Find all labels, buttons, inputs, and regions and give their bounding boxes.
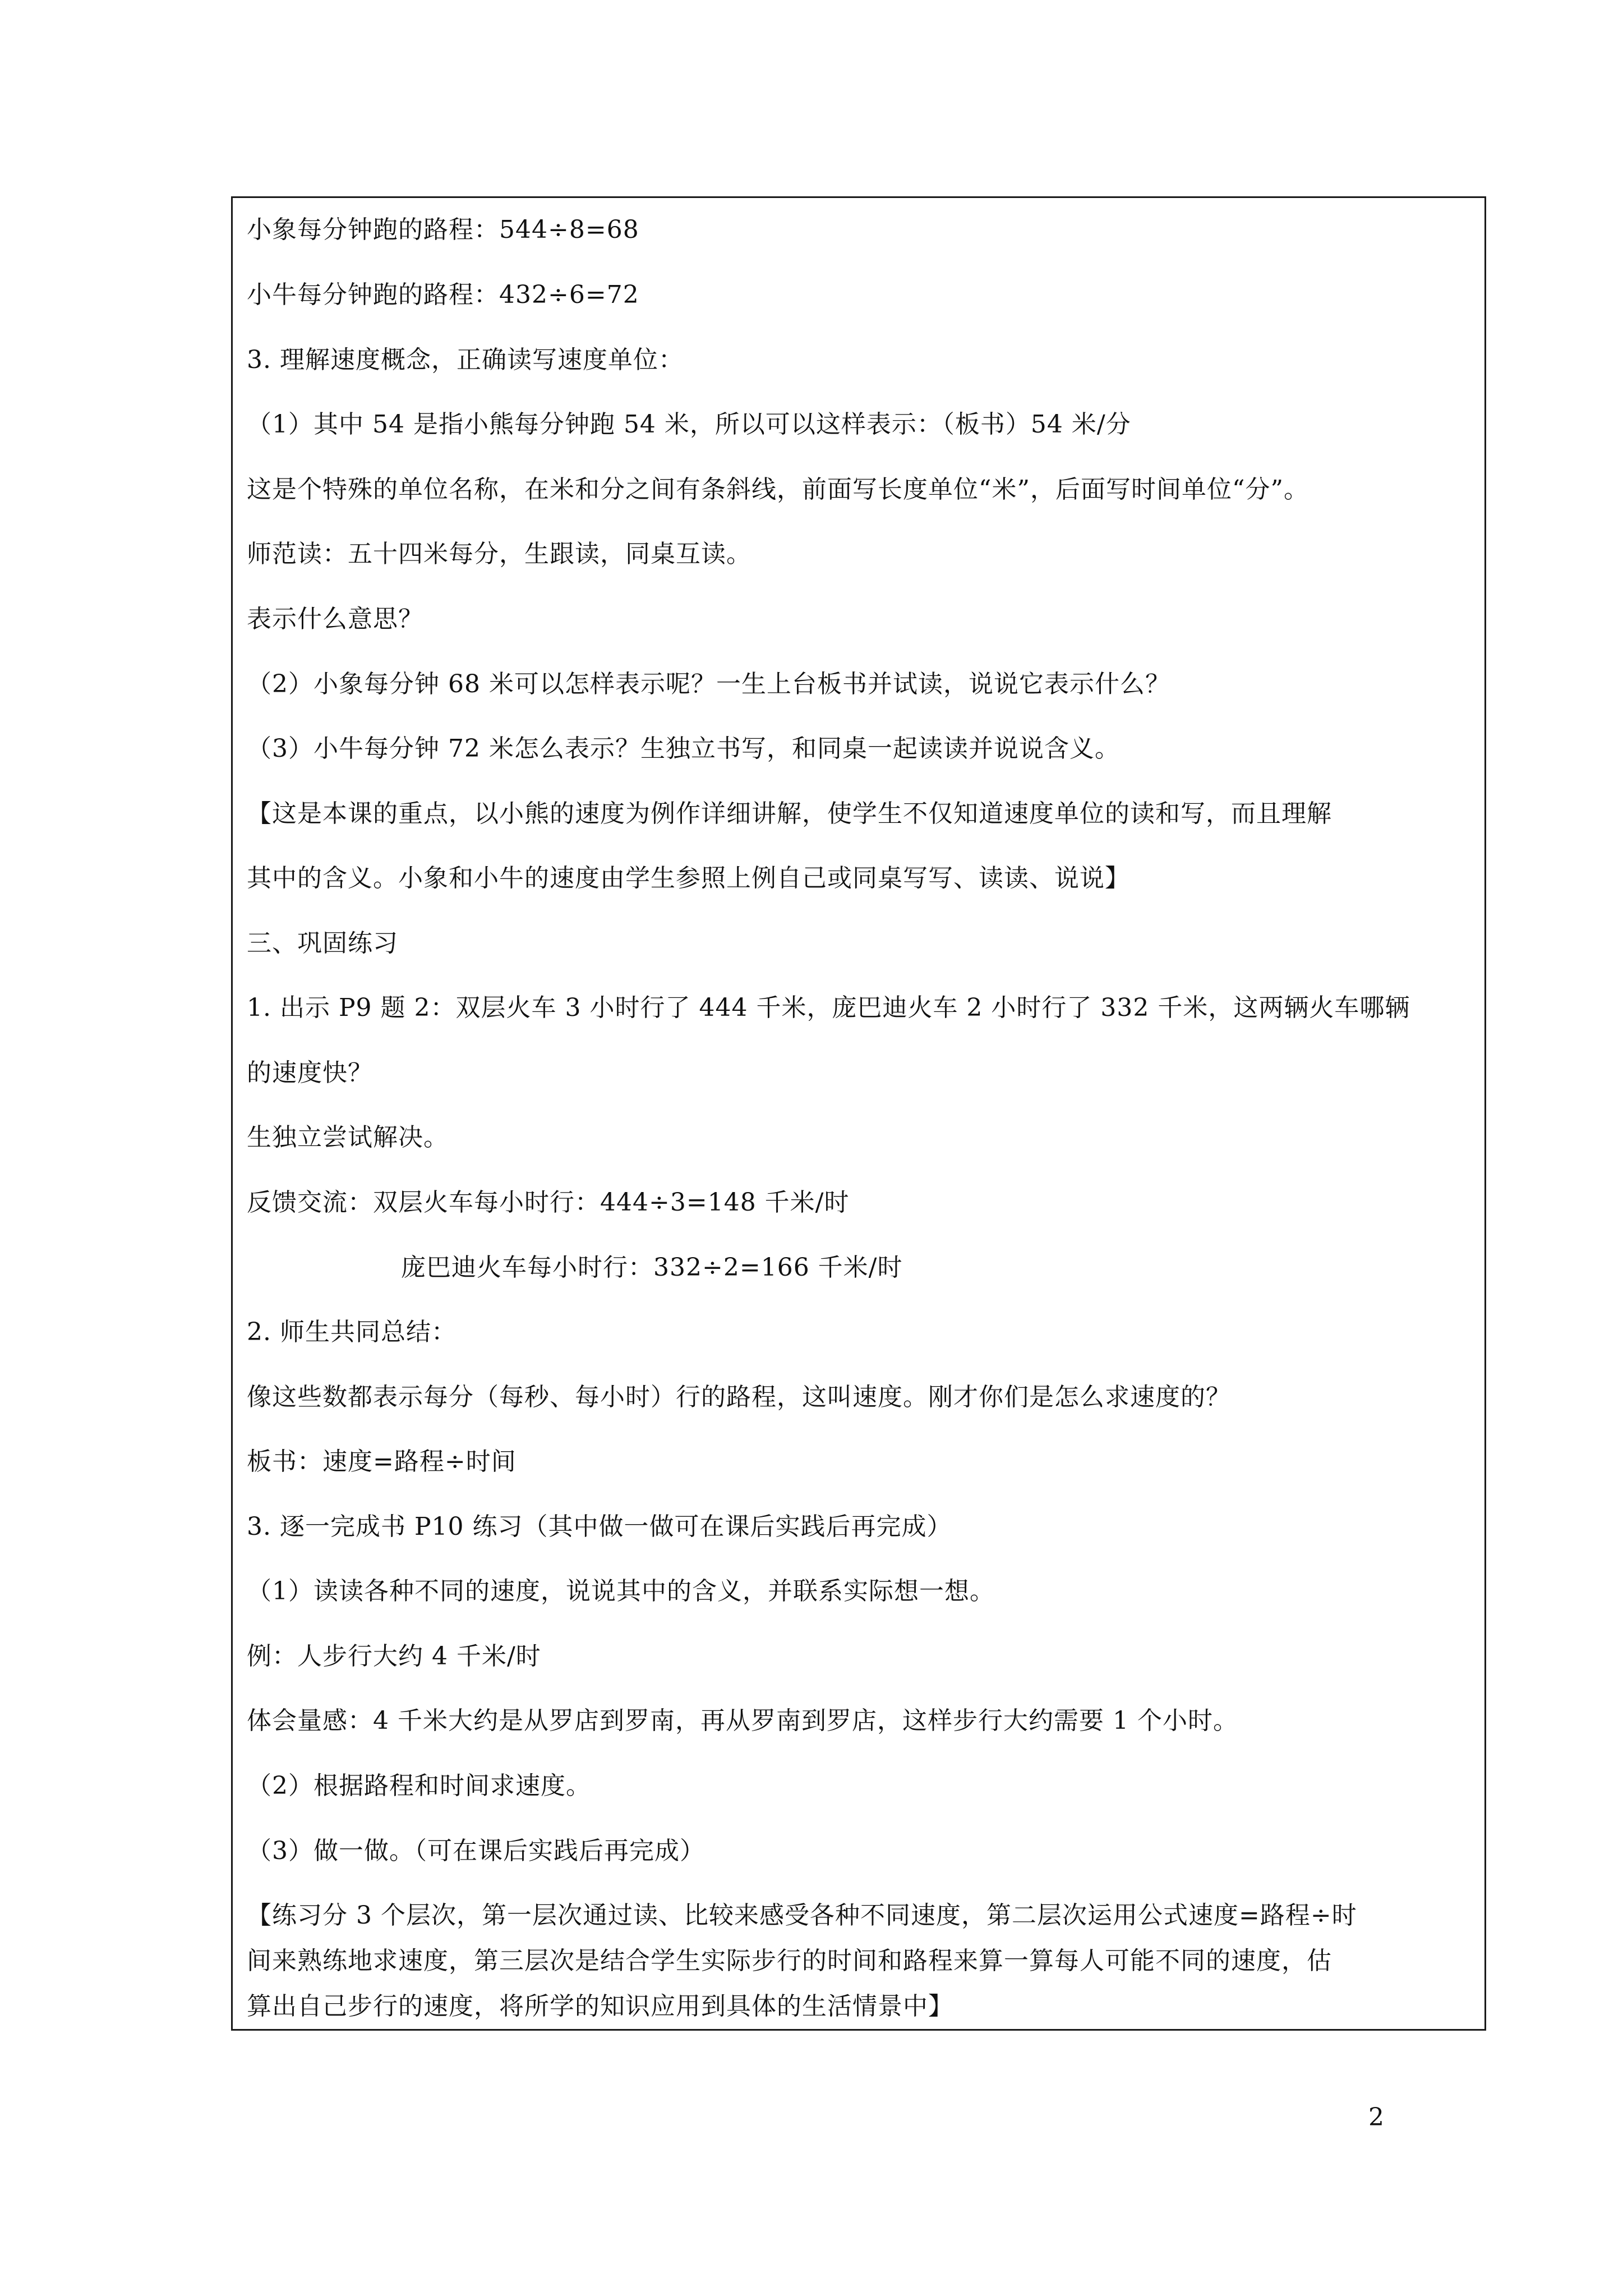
text-line-7: 表示什么意思？ (247, 605, 423, 633)
text-line-26: （3）做一做。（可在课后实践后再完成） (247, 1837, 705, 1865)
section-heading: 三、巩固练习 (247, 929, 398, 958)
text-line-23: 例：人步行大约 4 千米/时 (247, 1642, 541, 1671)
page-number: 2 (1368, 2103, 1384, 2132)
text-line-20: 板书：速度=路程÷时间 (247, 1447, 517, 1476)
text-line-11: 其中的含义。小象和小牛的速度由学生参照上例自己或同桌写写、读读、说说】 (247, 864, 1130, 892)
text-line-1: 小象每分钟跑的路程：544÷8=68 (247, 215, 639, 244)
text-line-6: 师范读：五十四米每分，生跟读，同桌互读。 (247, 540, 751, 568)
text-line-29: 算出自己步行的速度，将所学的知识应用到具体的生活情景中】 (247, 1992, 953, 2021)
text-line-24: 体会量感：4 千米大约是从罗店到罗南，再从罗南到罗店，这样步行大约需要 1 个小时。 (247, 1706, 1238, 1735)
text-line-19: 像这些数都表示每分（每秒、每小时）行的路程，这叫速度。刚才你们是怎么求速度的？ (247, 1383, 1231, 1411)
text-line-17: 庞巴迪火车每小时行：332÷2=166 千米/时 (401, 1253, 903, 1282)
text-line-14: 的速度快？ (247, 1059, 373, 1087)
text-line-25: （2）根据路程和时间求速度。 (247, 1772, 591, 1800)
text-line-13: 1. 出示 P9 题 2：双层火车 3 小时行了 444 千米，庞巴迪火车 2 小时行了 332 千米，这两辆火车哪辆 (247, 993, 1410, 1022)
text-line-15: 生独立尝试解决。 (247, 1123, 449, 1152)
text-line-16: 反馈交流：双层火车每小时行：444÷3=148 千米/时 (247, 1188, 850, 1217)
text-line-28: 间来熟练地求速度，第三层次是结合学生实际步行的时间和路程来算一算每人可能不同的速度，估 (247, 1947, 1332, 1975)
text-line-8: （2）小象每分钟 68 米可以怎样表示呢？一生上台板书并试读，说说它表示什么？ (247, 670, 1170, 698)
text-line-4: （1）其中 54 是指小熊每分钟跑 54 米，所以可以这样表示：（板书）54 米/分 (247, 410, 1131, 439)
text-line-27: 【练习分 3 个层次，第一层次通过读、比较来感受各种不同速度，第二层次运用公式速度=路程÷时 (247, 1901, 1357, 1930)
content-table-border (231, 196, 1486, 2031)
text-line-2: 小牛每分钟跑的路程：432÷6=72 (247, 280, 639, 309)
text-line-9: （3）小牛每分钟 72 米怎么表示？生独立书写，和同桌一起读读并说说含义。 (247, 734, 1120, 763)
text-line-3: 3. 理解速度概念，正确读写速度单位： (247, 346, 684, 374)
text-line-22: （1）读读各种不同的速度，说说其中的含义，并联系实际想一想。 (247, 1577, 995, 1605)
text-line-21: 3. 逐一完成书 P10 练习（其中做一做可在课后实践后再完成） (247, 1512, 952, 1541)
text-line-18: 2. 师生共同总结： (247, 1318, 457, 1346)
text-line-10: 【这是本课的重点，以小熊的速度为例作详细讲解，使学生不仅知道速度单位的读和写，而且理解 (247, 799, 1332, 828)
text-line-5: 这是个特殊的单位名称，在米和分之间有条斜线，前面写长度单位“米”，后面写时间单位“分”。 (247, 475, 1309, 504)
